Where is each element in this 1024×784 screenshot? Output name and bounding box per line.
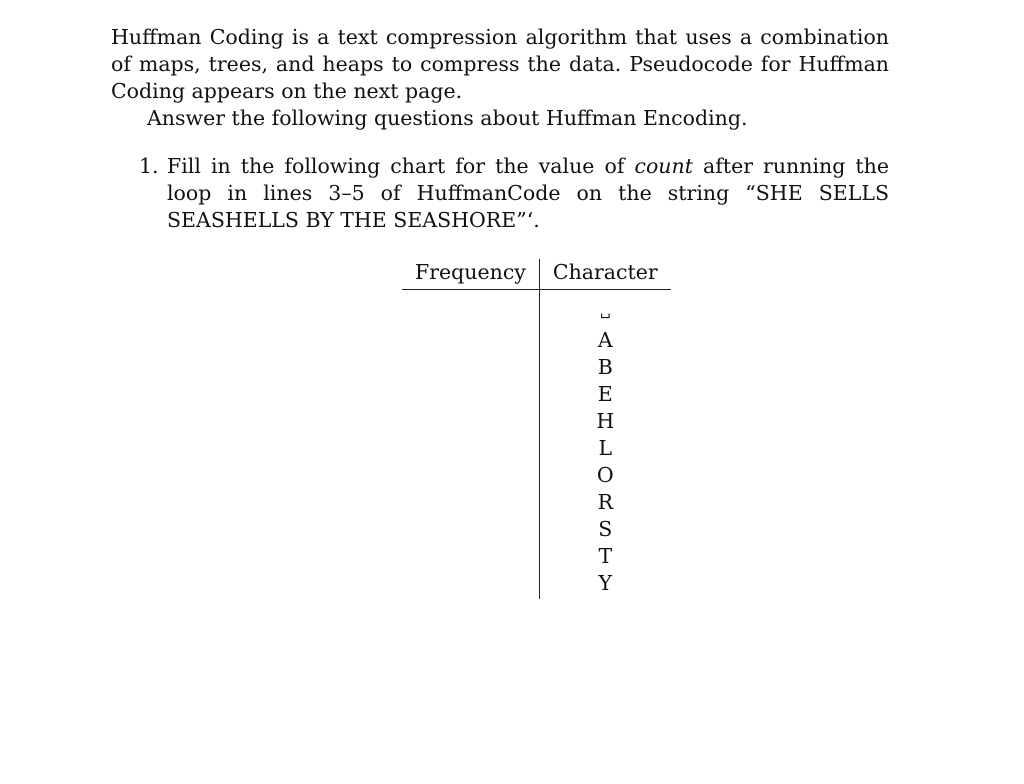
frequency-cell[interactable]	[402, 381, 539, 408]
character-cell: E	[597, 382, 613, 406]
document-page	[111, 24, 889, 234]
frequency-cell[interactable]	[402, 408, 539, 435]
character-cell: Y	[598, 571, 613, 595]
intro-paragraph: Huffman Coding is a text compression algorithm that uses a combination of maps, trees, and heaps to compress the data. Pseudocode for Huffman Coding appears on the next page.	[111, 25, 889, 103]
header-character: Character	[539, 259, 670, 290]
question-text-before: Fill in the following chart for the value of	[167, 154, 635, 178]
table-row	[402, 462, 671, 489]
header-frequency: Frequency	[402, 259, 539, 290]
character-cell: B	[597, 355, 613, 379]
frequency-table	[402, 259, 671, 599]
question-1	[111, 153, 889, 234]
table-row	[402, 408, 671, 435]
frequency-cell[interactable]	[402, 570, 539, 599]
table-row	[402, 516, 671, 543]
table-row	[402, 354, 671, 381]
table-row	[402, 570, 671, 599]
frequency-cell[interactable]	[402, 462, 539, 489]
space-symbol: ␣	[599, 303, 611, 319]
frequency-cell[interactable]	[402, 516, 539, 543]
frequency-cell[interactable]	[402, 290, 539, 328]
table-row	[402, 543, 671, 570]
character-cell: H	[596, 409, 615, 433]
character-cell: L	[598, 436, 613, 460]
frequency-cell[interactable]	[402, 435, 539, 462]
character-cell: R	[597, 490, 613, 514]
character-cell: O	[596, 463, 614, 487]
frequency-cell[interactable]	[402, 354, 539, 381]
table-row	[402, 327, 671, 354]
table-row	[402, 290, 671, 328]
frequency-cell[interactable]	[402, 489, 539, 516]
character-cell: S	[598, 517, 613, 541]
character-cell	[539, 290, 670, 328]
table-row	[402, 381, 671, 408]
character-cell: T	[598, 544, 613, 568]
table-row	[402, 435, 671, 462]
question-number: 1.	[139, 154, 159, 178]
frequency-cell[interactable]	[402, 543, 539, 570]
table-row	[402, 489, 671, 516]
question-text-after: after running the loop in lines 3–5 of HuffmanCode on the string “SHE SELLS SEASHELLS BY THE SEASHORE”‘.	[167, 154, 889, 232]
instruction-text: Answer the following questions about Huffman Encoding.	[147, 106, 748, 130]
frequency-table-container	[402, 259, 671, 599]
character-cell: A	[597, 328, 613, 352]
frequency-cell[interactable]	[402, 327, 539, 354]
question-text-emphasis: count	[634, 154, 693, 178]
table-header-row	[402, 259, 671, 290]
